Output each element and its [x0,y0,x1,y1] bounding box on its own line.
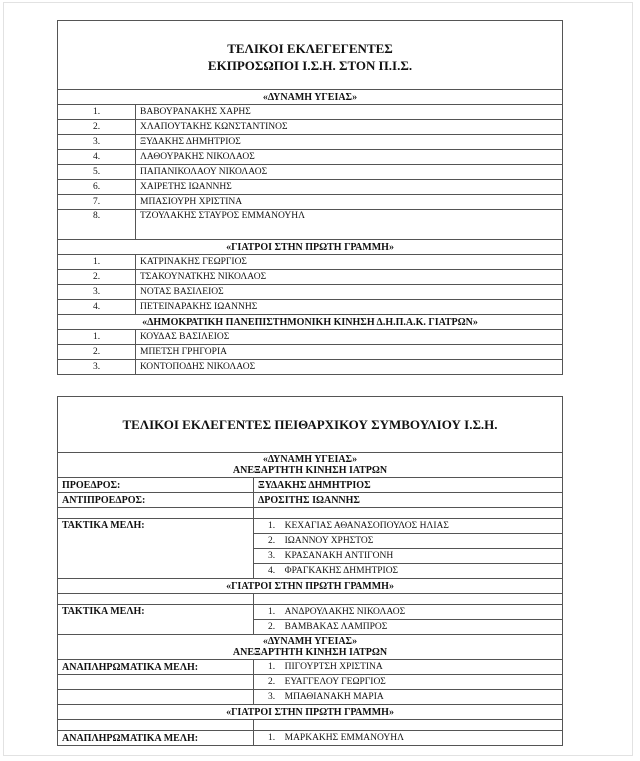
group-header-row [58,315,563,330]
group-header-row [58,635,563,660]
row-name: ΜΠΕΤΣΗ ΓΡΗΓΟΡΙΑ [136,345,563,360]
table-title-row [58,397,563,453]
row-name: ΤΖΟΥΛΑΚΗΣ ΣΤΑΥΡΟΣ ΕΜΜΑΝΟΥΗΛ [136,210,563,240]
group-header [58,453,563,478]
row-name: ΠΕΤΕΙΝΑΡΑΚΗΣ ΙΩΑΝΝΗΣ [136,300,563,315]
title-line-2: ΕΚΠΡΟΣΩΠΟΙ Ι.Σ.Η. ΣΤΟΝ Π.Ι.Σ. [207,58,413,73]
table-row [58,135,563,150]
table-row [58,731,563,746]
group-header-row [58,453,563,478]
table-row [58,255,563,270]
row-name: ΛΑΘΟΥΡΑΚΗΣ ΝΙΚΟΛΑΟΣ [136,150,563,165]
row-number: 1. [58,105,136,120]
group-header [58,635,563,660]
row-name: ΧΑΙΡΕΤΗΣ ΙΩΑΝΝΗΣ [136,180,563,195]
group-header: «ΔΗΜΟΚΡΑΤΙΚΗ ΠΑΝΕΠΙΣΤΗΜΟΝΙΚΗ ΚΙΝΗΣΗ Δ.Η.Π.Α.Κ. ΓΙΑΤΡΩΝ» [58,315,563,330]
row-number: 3. [58,285,136,300]
alternate-members-label: ΑΝΑΠΛΗΡΩΜΑΤΙΚΑ ΜΕΛΗ: [58,731,254,746]
row-name: ΚΑΤΡΙΝΑΚΗΣ ΓΕΩΡΓΙΟΣ [136,255,563,270]
table-row [58,150,563,165]
member-item: 4. ΦΡΑΓΚΑΚΗΣ ΔΗΜΗΤΡΙΟΣ [254,564,563,579]
table-title-row [58,21,563,90]
group-header: «ΓΙΑΤΡΟΙ ΣΤΗΝ ΠΡΩΤΗ ΓΡΑΜΜΗ» [58,240,563,255]
member-item: 2. ΙΩΑΝΝΟΥ ΧΡΗΣΤΟΣ [254,534,563,549]
group-header-line-1: «ΔΥΝΑΜΗ ΥΓΕΙΑΣ» [262,636,358,647]
representatives-table [57,20,563,375]
row-number: 2. [58,270,136,285]
row-number: 4. [58,150,136,165]
member-item: 2. ΒΑΜΒΑΚΑΣ ΛΑΜΠΡΟΣ [254,620,563,635]
table-title: ΤΕΛΙΚΟΙ ΕΚΛΕΓΕΝΤΕΣ ΠΕΙΘΑΡΧΙΚΟΥ ΣΥΜΒΟΥΛΙΟΥ Ι.Σ.Η. [58,397,563,453]
spacer-row [58,720,563,731]
group-header: «ΓΙΑΤΡΟΙ ΣΤΗΝ ΠΡΩΤΗ ΓΡΑΜΜΗ» [58,579,563,594]
row-name: ΞΥΔΑΚΗΣ ΔΗΜΗΤΡΙΟΣ [136,135,563,150]
row-number: 7. [58,195,136,210]
table-row [58,675,563,690]
member-item: 3. ΚΡΑΣΑΝΑΚΗ ΑΝΤΙΓΟΝΗ [254,549,563,564]
table-row [58,120,563,135]
president-name: ΞΥΔΑΚΗΣ ΔΗΜΗΤΡΙΟΣ [254,478,563,493]
row-number: 6. [58,180,136,195]
table-row [58,345,563,360]
table-row [58,660,563,675]
row-number: 8. [58,210,136,240]
table-title [58,21,563,90]
row-name: ΚΟΝΤΟΠΟΔΗΣ ΝΙΚΟΛΑΟΣ [136,360,563,375]
spacer-row [58,508,563,519]
table-row [58,300,563,315]
row-number: 1. [58,330,136,345]
row-number: 2. [58,345,136,360]
group-header-row [58,90,563,105]
group-header-row [58,705,563,720]
president-label: ΠΡΟΕΔΡΟΣ: [58,478,254,493]
group-header-row [58,579,563,594]
disciplinary-council-table [57,396,563,746]
vice-president-label: ΑΝΤΙΠΡΟΕΔΡΟΣ: [58,493,254,508]
row-number: 3. [58,135,136,150]
row-number: 1. [58,255,136,270]
group-header-line-1: «ΔΥΝΑΜΗ ΥΓΕΙΑΣ» [262,454,358,465]
table-row [58,285,563,300]
table-row [58,210,563,240]
table-row [58,165,563,180]
table-row [58,519,563,534]
members-label: ΤΑΚΤΙΚΑ ΜΕΛΗ: [58,519,254,579]
member-item: 1. ΜΑΡΚΑΚΗΣ ΕΜΜΑΝΟΥΗΛ [254,731,563,746]
row-name: ΠΑΠΑΝΙΚΟΛΑΟΥ ΝΙΚΟΛΑΟΣ [136,165,563,180]
table-row [58,105,563,120]
alternate-members-label: ΑΝΑΠΛΗΡΩΜΑΤΙΚΑ ΜΕΛΗ: [58,660,254,675]
member-item: 1. ΚΕΧΑΓΙΑΣ ΑΘΑΝΑΣΟΠΟΥΛΟΣ ΗΛΙΑΣ [254,519,563,534]
row-name: ΚΟΥΔΑΣ ΒΑΣΙΛΕΙΟΣ [136,330,563,345]
table-row [58,360,563,375]
row-number: 5. [58,165,136,180]
title-line-1: ΤΕΛΙΚΟΙ ΕΚΛΕΓΕΓΕΝΤΕΣ [227,41,393,56]
table-row [58,270,563,285]
member-item: 3. ΜΠΑΘΙΑΝΑΚΗ ΜΑΡΙΑ [254,690,563,705]
group-header: «ΔΥΝΑΜΗ ΥΓΕΙΑΣ» [58,90,563,105]
group-header-line-2: ΑΝΕΞΑΡΤΗΤΗ ΚΙΝΗΣΗ ΙΑΤΡΩΝ [232,465,388,476]
table-row [58,478,563,493]
group-header-line-2: ΑΝΕΞΑΡΤΗΤΗ ΚΙΝΗΣΗ ΙΑΤΡΩΝ [232,647,388,658]
table-row [58,493,563,508]
spacer-row [58,594,563,605]
row-name: ΝΟΤΑΣ ΒΑΣΙΛΕΙΟΣ [136,285,563,300]
group-header-row [58,240,563,255]
row-name: ΜΠΑΣΙΟΥΡΗ ΧΡΙΣΤΙΝΑ [136,195,563,210]
member-item: 1. ΠΙΓΟΥΡΤΣΗ ΧΡΙΣΤΙΝΑ [254,660,563,675]
members-label: ΤΑΚΤΙΚΑ ΜΕΛΗ: [58,605,254,635]
table-row [58,605,563,620]
table-row [58,195,563,210]
row-number: 3. [58,360,136,375]
group-header: «ΓΙΑΤΡΟΙ ΣΤΗΝ ΠΡΩΤΗ ΓΡΑΜΜΗ» [58,705,563,720]
table-row [58,690,563,705]
row-number: 2. [58,120,136,135]
table-row [58,180,563,195]
member-item: 1. ΑΝΔΡΟΥΛΑΚΗΣ ΝΙΚΟΛΑΟΣ [254,605,563,620]
row-name: ΧΛΑΠΟΥΤΑΚΗΣ ΚΩΝΣΤΑΝΤΙΝΟΣ [136,120,563,135]
vice-president-name: ΔΡΟΣΙΤΗΣ ΙΩΑΝΝΗΣ [254,493,563,508]
row-name: ΒΑΒΟΥΡΑΝΑΚΗΣ ΧΑΡΗΣ [136,105,563,120]
table-row [58,330,563,345]
row-name: ΤΣΑΚΟΥΝΑΤΚΗΣ ΝΙΚΟΛΑΟΣ [136,270,563,285]
row-number: 4. [58,300,136,315]
member-item: 2. ΕΥΑΓΓΕΛΟΥ ΓΕΩΡΓΙΟΣ [254,675,563,690]
